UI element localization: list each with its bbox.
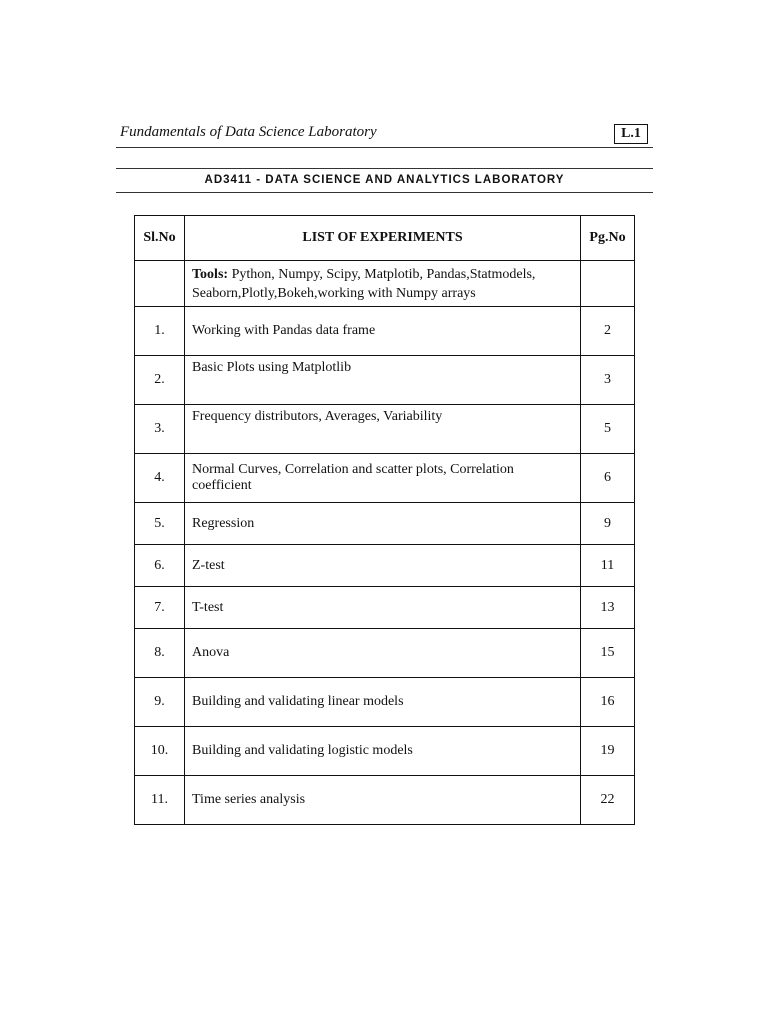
experiment-title: Z-test	[185, 545, 581, 587]
experiment-title: Normal Curves, Correlation and scatter plots, Correlation coefficient	[185, 454, 581, 503]
experiment-number: 5.	[135, 503, 185, 545]
column-header-slno: Sl.No	[135, 216, 185, 261]
experiment-number: 4.	[135, 454, 185, 503]
tools-label: Tools:	[192, 266, 229, 282]
experiment-page: 13	[581, 587, 635, 629]
running-header-title: Fundamentals of Data Science Laboratory	[120, 124, 377, 140]
experiment-row	[135, 678, 635, 727]
experiment-number: 3.	[135, 405, 185, 454]
experiment-row	[135, 629, 635, 678]
experiment-page: 6	[581, 454, 635, 503]
experiment-page: 9	[581, 503, 635, 545]
experiment-row	[135, 727, 635, 776]
experiment-number: 2.	[135, 356, 185, 405]
experiment-title: Regression	[185, 503, 581, 545]
experiment-row	[135, 587, 635, 629]
experiment-number: 1.	[135, 307, 185, 356]
experiment-page: 3	[581, 356, 635, 405]
experiment-title: Building and validating logistic models	[185, 727, 581, 776]
experiment-page: 16	[581, 678, 635, 727]
experiment-number: 7.	[135, 587, 185, 629]
experiment-row	[135, 307, 635, 356]
tools-slno-cell	[135, 261, 185, 307]
experiment-number: 6.	[135, 545, 185, 587]
subject-rule-bottom	[116, 192, 653, 193]
experiment-page: 19	[581, 727, 635, 776]
tools-text: Python, Numpy, Scipy, Matplotib, Pandas,Statmodels, Seaborn,Plotly,Bokeh,working with Numpy arrays	[192, 266, 536, 301]
column-header-pgno: Pg.No	[581, 216, 635, 261]
experiment-row	[135, 545, 635, 587]
experiment-page: 2	[581, 307, 635, 356]
page-label: L.1	[614, 124, 648, 144]
experiment-row	[135, 776, 635, 825]
experiment-number: 10.	[135, 727, 185, 776]
experiment-page: 15	[581, 629, 635, 678]
experiment-row	[135, 405, 635, 454]
experiments-table	[134, 215, 635, 825]
experiment-number: 11.	[135, 776, 185, 825]
table-header-row	[135, 216, 635, 261]
experiment-title: Working with Pandas data frame	[185, 307, 581, 356]
experiment-page: 22	[581, 776, 635, 825]
tools-page-cell	[581, 261, 635, 307]
experiment-page: 11	[581, 545, 635, 587]
experiment-page: 5	[581, 405, 635, 454]
experiment-title: Time series analysis	[185, 776, 581, 825]
experiment-title: Frequency distributors, Averages, Variability	[185, 405, 581, 454]
experiment-title: T-test	[185, 587, 581, 629]
experiment-number: 8.	[135, 629, 185, 678]
subject-rule-top	[116, 168, 653, 169]
experiment-row	[135, 454, 635, 503]
experiment-row	[135, 356, 635, 405]
experiment-title: Basic Plots using Matplotlib	[185, 356, 581, 405]
tools-row	[135, 261, 635, 307]
experiment-number: 9.	[135, 678, 185, 727]
header-rule	[116, 147, 653, 148]
column-header-experiments: LIST OF EXPERIMENTS	[185, 216, 581, 261]
experiment-title: Building and validating linear models	[185, 678, 581, 727]
experiment-row	[135, 503, 635, 545]
tools-cell	[185, 261, 581, 307]
experiment-title: Anova	[185, 629, 581, 678]
subject-title: AD3411 - DATA SCIENCE AND ANALYTICS LABORATORY	[204, 174, 565, 186]
